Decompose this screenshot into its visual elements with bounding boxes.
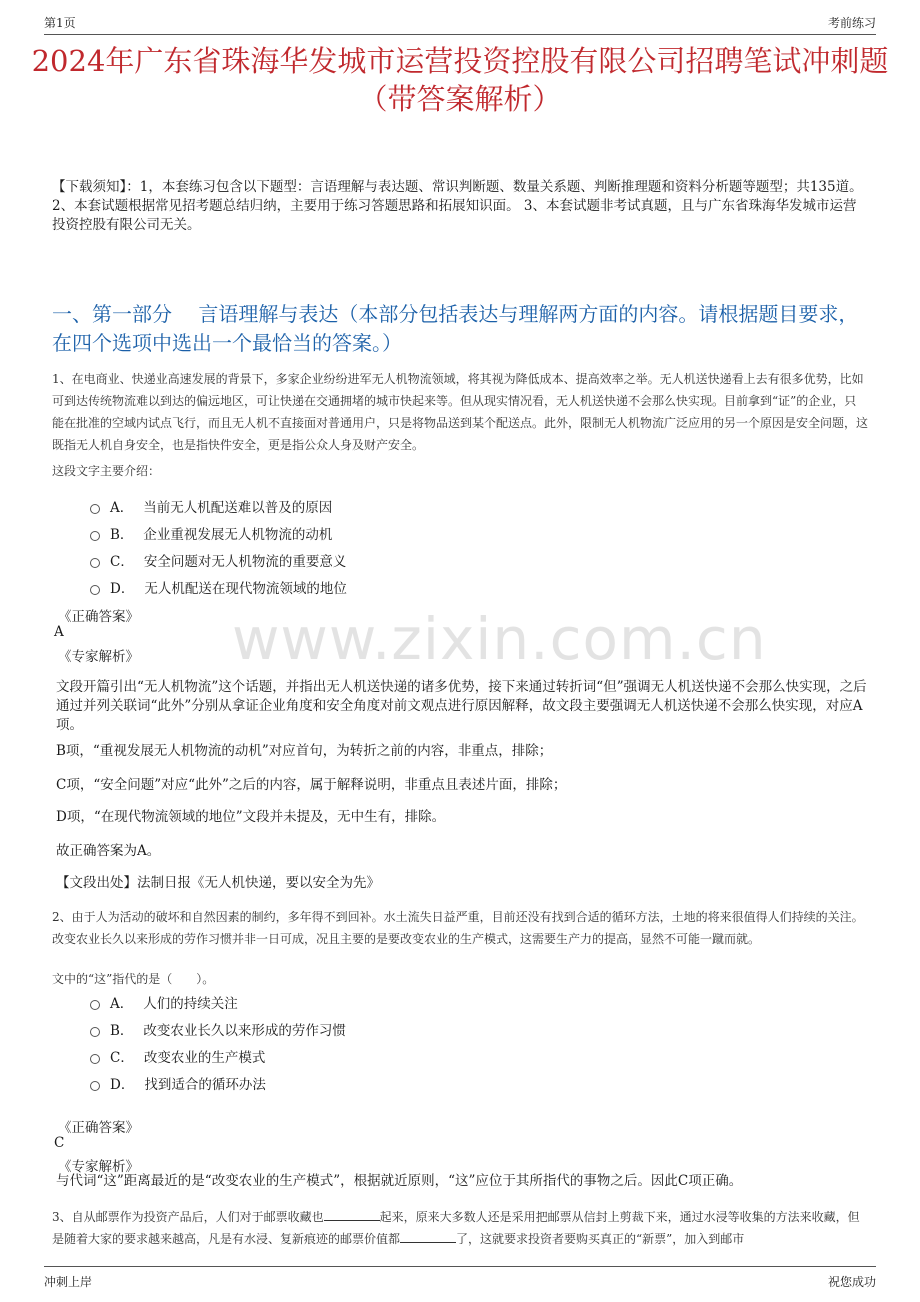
question-1-text: 1、在电商业、快递业高速发展的背景下，多家企业纷纷进军无人机物流领域，将其视为降低成本、提高效率之举。无人机送快递看上去有很多优势，比如可到达传统物流难以到达的偏远地区，可让快递在交通拥堵的城市快起来等。但从现实情况看，无人机送快递不会那么快实现。目前拿到“证”的企业，只能在批准的空域内试点飞行，而且无人机不直接面对普通用户，只是将物品送到某个配送点。此外，限制无人机物流广泛应用的另一个原因是安全问题，这既指无人机自身安全，也是指快件安全，更是指公众人身及财产安全。 — [52, 372, 869, 452]
analysis-paragraph: D项，“在现代物流领域的地位”文段并未提及，无中生有，排除。 — [56, 809, 446, 825]
analysis-title: 《专家解析》 — [58, 1159, 139, 1175]
option-b[interactable]: B． 企业重视发展无人机物流的动机 — [90, 519, 347, 546]
option-a[interactable]: A． 当前无人机配送难以普及的原因 — [90, 492, 347, 519]
download-notice: 【下载须知】：1，本套练习包含以下题型：言语理解与表达题、常识判断题、数量关系题、判断推理题和资料分析题等题型；共135道。 2、本套试题根据常见招考题总结归纳，主要用于练习答题思路和拓展知识面。 3、本套试题非考试真题，且与广东省珠海华发城市运营投资控股有限公司无关。 — [52, 179, 863, 233]
radio-icon[interactable] — [90, 1027, 100, 1037]
page-footer — [44, 1266, 876, 1291]
option-c[interactable]: C． 改变农业的生产模式 — [90, 1042, 346, 1069]
analysis-paragraph: 文段开篇引出“无人机物流”这个话题，并指出无人机送快递的诸多优势，接下来通过转折词“但”强调无人机送快递不会那么快实现，之后通过并列关联词“此外”分别从拿证企业角度和安全角度对前文观点进行原因解释，故文段主要强调无人机送快递不会那么快实现，对应A项。 — [56, 679, 867, 733]
answer-value: A — [54, 624, 64, 640]
option-c[interactable]: C． 安全问题对无人机物流的重要意义 — [90, 546, 347, 573]
option-d[interactable]: D． 找到适合的循环办法 — [90, 1069, 346, 1096]
watermark: www.zixin.com.cn — [232, 605, 767, 673]
question-1-prompt: 这段文字主要介绍： — [52, 464, 161, 478]
section-title: 一、第一部分 言语理解与表达（本部分包括表达与理解两方面的内容。请根据题目要求，在四个选项中选出一个最恰当的答案。） — [52, 302, 859, 355]
radio-icon[interactable] — [90, 558, 100, 568]
document-title: 2024年广东省珠海华发城市运营投资控股有限公司招聘笔试冲刺题（带答案解析） — [31, 44, 889, 116]
analysis-paragraph: C项，“安全问题”对应“此外”之后的内容，属于解释说明，非重点且表述片面，排除； — [56, 777, 567, 793]
option-a[interactable]: A． 人们的持续关注 — [90, 988, 346, 1015]
header-label: 考前练习 — [827, 16, 876, 30]
question-2-options — [90, 988, 346, 1096]
analysis-title: 《专家解析》 — [58, 649, 139, 665]
answer-title: 《正确答案》 — [58, 1120, 139, 1136]
question-1-options — [90, 492, 347, 600]
radio-icon[interactable] — [90, 1054, 100, 1064]
radio-icon[interactable] — [90, 504, 100, 514]
analysis-paragraph: 与代词“这”距离最近的是“改变农业的生产模式”，根据就近原则，“这”应位于其所指代的事物之后。因此C项正确。 — [56, 1173, 743, 1189]
question-2-text: 2、由于人为活动的破坏和自然因素的制约，多年得不到回补。水土流失日益严重，目前还没有找到合适的循环方法，土地的将来很值得人们持续的关注。改变农业长久以来形成的劳作习惯并非一日可成，况且主要的是要改变农业的生产模式，这需要生产力的提高，显然不可能一蹴而就。 — [52, 910, 864, 946]
radio-icon[interactable] — [90, 531, 100, 541]
footer-left: 冲刺上岸 — [44, 1275, 93, 1289]
page-number: 第1页 — [44, 16, 76, 30]
fill-blank — [324, 1208, 380, 1221]
page-header — [44, 10, 876, 35]
answer-value: C — [54, 1135, 65, 1151]
analysis-paragraph: 故正确答案为A。 — [56, 843, 161, 859]
question-2-prompt: 文中的“这”指代的是（ ）。 — [52, 972, 215, 986]
option-d[interactable]: D． 无人机配送在现代物流领域的地位 — [90, 573, 347, 600]
analysis-paragraph: B项，“重视发展无人机物流的动机”对应首句，为转折之前的内容，非重点，排除； — [56, 743, 553, 759]
radio-icon[interactable] — [90, 1000, 100, 1010]
option-b[interactable]: B． 改变农业长久以来形成的劳作习惯 — [90, 1015, 346, 1042]
answer-title: 《正确答案》 — [58, 609, 139, 625]
question-3-text: 3、自从邮票作为投资产品后，人们对于邮票收藏也 起来，原来大多数人还是采用把邮票从信封上剪裁下来，通过水浸等收集的方法来收藏，但是随着大家的要求越来越高，凡是有水浸、复新痕迹的邮票价值都 了，这就要求投资者要购买真正的“新票”，加入到邮市 — [52, 1210, 860, 1246]
source-line: 【文段出处】法制日报《无人机快递，要以安全为先》 — [56, 875, 380, 891]
fill-blank — [400, 1230, 456, 1243]
footer-right: 祝您成功 — [827, 1275, 876, 1289]
radio-icon[interactable] — [90, 585, 100, 595]
radio-icon[interactable] — [90, 1081, 100, 1091]
